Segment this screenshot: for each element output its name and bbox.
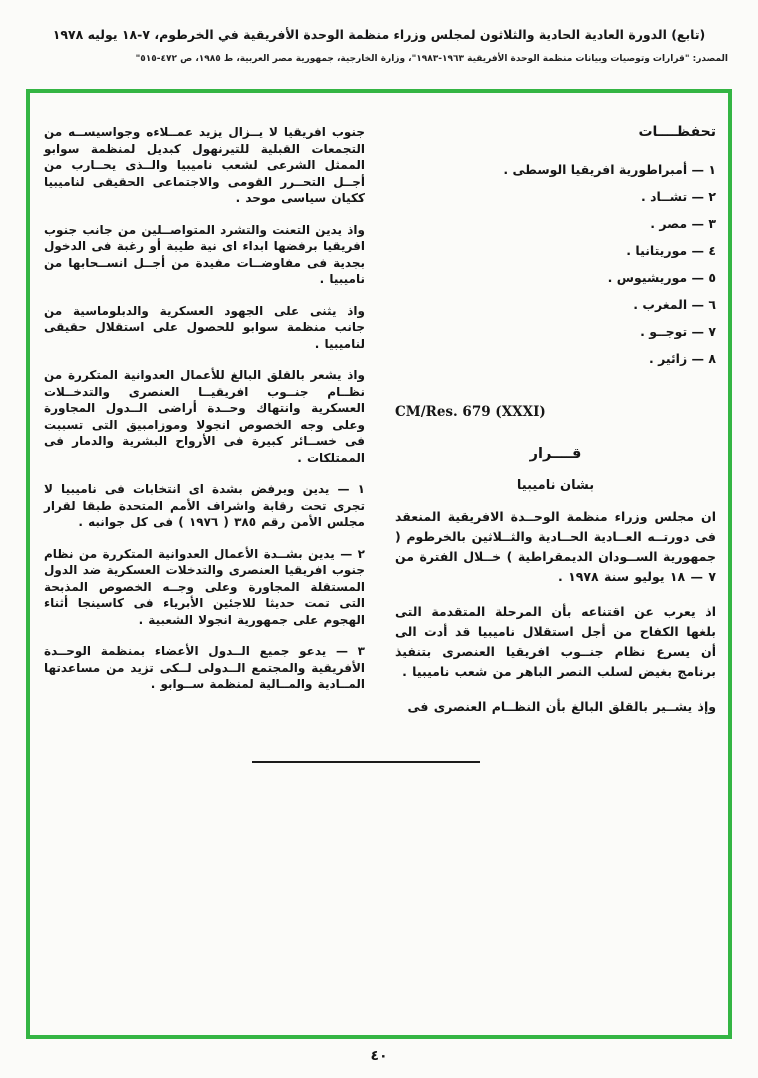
reservation-item-1: ١ — أمبراطورية افريقيا الوسطى . — [503, 162, 716, 177]
body-paragraph-7: ٣ — يدعو جميع الــدول الأعضاء بمنظمة الوحــدة الأفريقية والمجتمع الــدولى لــكى تزيد من مساعدتها المــادية والمــالية لمنظمة ســوابو . — [44, 644, 365, 691]
resolution-title: قــــرار — [529, 446, 582, 462]
right-column — [395, 124, 716, 732]
reservation-item-2: ٢ — تشــاد . — [640, 189, 716, 204]
reservation-item-4: ٤ — موريتانيا . — [626, 243, 716, 258]
body-paragraph-1: جنوب افريقيا لا يــزال يزيد عمــلاءه وجواسيســه من التجمعات القبلية للتيرنهول كبديل لمنظمة سوابو الممثل الشرعى لشعب ناميبيا والــذى يحــارب من أجــل التحــرر القومى والاجتماعى الحقيقى لناميبيا ككيان سياسى موحد . — [44, 125, 365, 205]
header-source-line: المصدر: "قرارات وتوصيات وبيانات منظمة الوحدة الأفريقية ١٩٦٣-١٩٨٣"، وزارة الخارجية، جمهورية مصر العربية، ط ١٩٨٥، ص ٤٧٢-٥١٥" — [135, 54, 728, 64]
body-paragraph-4: واذ يشعر بالقلق البالغ للأعمال العدوانية المتكررة من نظــام جنــوب افريقيــا العنصرى والتدخــلات العسكرية وانتهاك وحــدة أراضى الــدول المجاورة وعلى وجه الخصوص انجولا وموزامبيق التى تسببت فى خســائر كبيرة فى الأرواح البشرية والدمار فى الممتلكات . — [44, 368, 365, 465]
resolution-paragraph-1: ان مجلس وزراء منظمة الوحــدة الافريقية المنعقد فى دورتــه العــادية الحــادية والثــلاثين بالخرطوم ( جمهورية الســودان الديمقراطية ) خــلال الفترة من ٧ — ١٨ يوليو سنة ١٩٧٨ . — [395, 509, 716, 584]
reservation-item-3: ٣ — مصر . — [650, 216, 716, 231]
reservation-item-7: ٧ — توجــو . — [640, 324, 716, 339]
page-number: ٤٠ — [370, 1048, 388, 1064]
body-paragraph-6: ٢ — يدين بشــدة الأعمال العدوانية المتكررة من نظام جنوب افريقيا العنصرى والتدخلات العسكرية ضد الدول المستقلة المجاورة وعلى وجــه الخصوص المذبحة التى تمت حديثا للاجئين الأبرياء فى كاسينجا أثناء الهجوم على جمهورية انجولا الشعبية . — [44, 546, 365, 627]
reservation-item-5: ٥ — موريشيوس . — [607, 270, 716, 285]
resolution-paragraph-2: اذ يعرب عن اقتناعه بأن المرحلة المتقدمة التى بلغها الكفاح من أجل استقلال ناميبيا قد أدت الى أن يسرع نظام جنــوب افريقيا العنصرى بتنفيذ برنامج بغيض لسلب النصر الباهر من شعب ناميبيا . — [395, 604, 716, 679]
body-paragraph-3: واذ يثنى على الجهود العسكرية والدبلوماسية من جانب منظمة سوابو للحصول على استقلال حقيقى لناميبيا . — [44, 303, 365, 351]
resolution-subtitle: بشان ناميبيا — [516, 478, 595, 493]
body-paragraph-2: واذ يدين التعنت والتشرد المتواصــلين من جانب جنوب افريقيا برفضها ابداء اى نية طيبة أو رغبة فى الدخول بجدية فى مفاوضــات مفيدة من أجــل انســحابها من ناميبيا . — [44, 222, 365, 286]
left-column — [44, 124, 365, 708]
document-body — [44, 124, 716, 732]
reservation-item-8: ٨ — زائير . — [649, 351, 716, 366]
resolution-number: CM/Res. 679 (XXXI) — [395, 404, 546, 420]
reservations-heading: تحفظــــات — [638, 124, 716, 140]
reservations-list — [395, 156, 716, 372]
header-title: (تابع) الدورة العادية الحادية والثلاثون لمجلس وزراء منظمة الوحدة الأفريقية في الخرطوم، ٧-١٨ يوليه ١٩٧٨ — [52, 27, 706, 42]
page-header — [30, 26, 728, 65]
body-paragraph-5: ١ — يدين ويرفض بشدة اى انتخابات فى ناميبيا لا تجرى تحت رقابة واشراف الأمم المتحدة طبقا لقرار مجلس الأمن رقم ٣٨٥ ( ١٩٧٦ ) فى كل جوانبه . — [44, 482, 365, 529]
reservation-item-6: ٦ — المغرب . — [633, 297, 716, 312]
horizontal-rule — [252, 761, 480, 763]
resolution-paragraph-3: وإذ يشــير بالقلق البالغ بأن النظــام العنصرى فى — [407, 699, 716, 714]
